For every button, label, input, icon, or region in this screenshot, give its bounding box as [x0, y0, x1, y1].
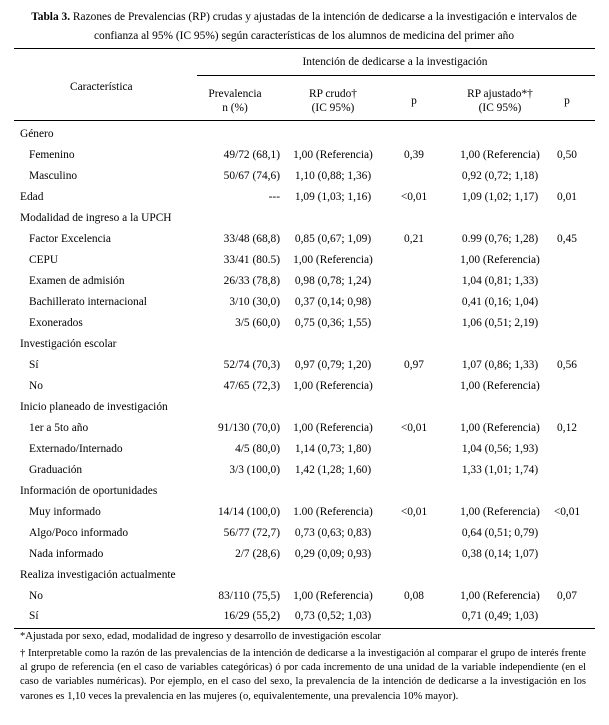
rp-adjusted-cell: 0.99 (0,76; 1,28)	[461, 233, 539, 245]
rp-adjusted-cell: 1,00 (Referencia)	[460, 254, 540, 266]
header-group-rule	[197, 75, 595, 76]
row-label: Género	[20, 128, 54, 140]
table-bottom-rule	[14, 628, 595, 629]
table-row	[0, 208, 609, 229]
table-row	[0, 292, 609, 313]
table-row	[0, 145, 609, 166]
table-row	[0, 250, 609, 271]
table-row	[0, 187, 609, 208]
table-row	[0, 313, 609, 334]
rp-crude-cell: 1,00 (Referencia)	[293, 254, 373, 266]
rp-crude-cell: 1,42 (1,28; 1,60)	[294, 464, 372, 476]
header-p-adjusted: p	[564, 95, 570, 107]
rp-crude-cell: 0,75 (0,36; 1,55)	[294, 317, 372, 329]
prevalence-cell: ---	[268, 191, 280, 203]
rp-crude-cell: 0,85 (0,67; 1,09)	[294, 233, 372, 245]
rp-adjusted-cell: 1,04 (0,56; 1,93)	[461, 443, 539, 455]
row-label: Examen de admisión	[29, 275, 125, 287]
row-label: Bachillerato internacional	[29, 296, 147, 308]
row-label: Modalidad de ingreso a la UPCH	[20, 212, 172, 224]
prevalence-cell: 26/33 (78,8)	[223, 275, 280, 287]
p-crude-cell: 0,39	[404, 149, 424, 161]
table-row	[0, 376, 609, 397]
rp-crude-cell: 0,37 (0,14; 0,98)	[294, 296, 372, 308]
prevalence-cell: 3/3 (100,0)	[229, 464, 280, 476]
rp-adjusted-cell: 1,33 (1,01; 1,74)	[461, 464, 539, 476]
row-label: No	[29, 590, 43, 602]
rp-adjusted-cell: 1,00 (Referencia)	[460, 149, 540, 161]
table-row	[0, 166, 609, 187]
footnote-interpretation: † Interpretable como la razón de las prevalencias de la intención de dedicarse a la investigación al comparar el grupo de interés frente al grupo de referencia (en el caso de variables categóricas) ó por cada incremento de una unidad de la variable independiente (en el caso de variables numéricas). Por ejemplo, en el caso del sexo, la prevalencia de la intención de dedicarse a la investigación en los varones es 1,10 veces la prevalencia en las mujeres (o, equivalentemente, una prevalencia 10% mayor).	[20, 648, 586, 702]
row-label: No	[29, 380, 43, 392]
table-row	[0, 523, 609, 544]
rp-crude-cell: 0,73 (0,52; 1,03)	[294, 610, 372, 622]
rp-adjusted-cell: 1,07 (0,86; 1,33)	[461, 359, 539, 371]
prevalence-cell: 33/41 (80.5)	[223, 254, 280, 266]
header-prevalence-line2: n (%)	[222, 102, 248, 114]
header-characteristic: Característica	[70, 81, 133, 93]
rp-crude-cell: 1,00 (Referencia)	[293, 422, 373, 434]
p-adjusted-cell: 0,01	[557, 191, 577, 203]
table-row	[0, 606, 609, 627]
row-label: Algo/Poco informado	[29, 527, 129, 539]
rp-adjusted-cell: 1,00 (Referencia)	[460, 506, 540, 518]
p-crude-cell: <0,01	[400, 191, 428, 203]
prevalence-cell: 49/72 (68,1)	[223, 149, 280, 161]
row-label: Femenino	[29, 149, 75, 161]
rp-crude-cell: 1,00 (Referencia)	[293, 380, 373, 392]
prevalence-cell: 3/5 (60,0)	[235, 317, 280, 329]
prevalence-cell: 3/10 (30,0)	[229, 296, 280, 308]
table-row	[0, 397, 609, 418]
rp-crude-cell: 1,14 (0,73; 1,80)	[294, 443, 372, 455]
row-label: Sí	[29, 359, 39, 371]
p-adjusted-cell: 0,12	[557, 422, 577, 434]
row-label: Investigación escolar	[20, 338, 117, 350]
rp-crude-cell: 0,73 (0,63; 0,83)	[294, 527, 372, 539]
table-row	[0, 124, 609, 145]
row-label: Externado/Internado	[29, 443, 123, 455]
p-crude-cell: <0,01	[400, 506, 428, 518]
p-adjusted-cell: 0,50	[557, 149, 577, 161]
p-crude-cell: 0,21	[404, 233, 424, 245]
prevalence-cell: 47/65 (72,3)	[223, 380, 280, 392]
rp-adjusted-cell: 0,64 (0,51; 0,79)	[461, 527, 539, 539]
row-label: Edad	[20, 191, 44, 203]
p-adjusted-cell: 0,07	[557, 590, 577, 602]
rp-adjusted-cell: 0,41 (0,16; 1,04)	[461, 296, 539, 308]
p-crude-cell: 0,08	[404, 590, 424, 602]
header-rp-crude-line2: (IC 95%)	[311, 102, 355, 114]
p-crude-cell: 0,97	[404, 359, 424, 371]
header-group-title: Intención de dedicarse a la investigación	[302, 56, 488, 68]
rp-crude-cell: 1,00 (Referencia)	[293, 149, 373, 161]
table-caption	[14, 8, 594, 46]
row-label: Exonerados	[29, 317, 83, 329]
header-rp-adjusted-line1: RP ajustado*†	[467, 88, 533, 100]
rp-adjusted-cell: 1,06 (0,51; 2,19)	[461, 317, 539, 329]
table-top-rule	[14, 48, 595, 49]
table-row	[0, 334, 609, 355]
rp-crude-cell: 0,98 (0,78; 1,24)	[294, 275, 372, 287]
table-row	[0, 418, 609, 439]
header-p-crude: p	[411, 95, 417, 107]
rp-crude-cell: 1,00 (Referencia)	[293, 590, 373, 602]
row-label: Factor Excelencia	[29, 233, 111, 245]
table-row	[0, 439, 609, 460]
table-row	[0, 565, 609, 586]
rp-adjusted-cell: 1,04 (0,81; 1,33)	[461, 275, 539, 287]
row-label: CEPU	[29, 254, 59, 266]
prevalence-cell: 91/130 (70,0)	[217, 422, 280, 434]
row-label: Masculino	[29, 170, 78, 182]
prevalence-cell: 4/5 (80,0)	[235, 443, 280, 455]
table-row	[0, 229, 609, 250]
table-row	[0, 355, 609, 376]
rp-adjusted-cell: 1,00 (Referencia)	[460, 590, 540, 602]
row-label: Graduación	[29, 464, 83, 476]
rp-crude-cell: 1,10 (0,88; 1,36)	[294, 170, 372, 182]
rp-adjusted-cell: 1,09 (1,02; 1,17)	[461, 191, 539, 203]
table-caption-label: Tabla 3.	[31, 11, 71, 23]
table-caption-text: Razones de Prevalencias (RP) crudas y ajustadas de la intención de dedicarse a la investigación e intervalos de confianza al 95% (IC 95%) según características de los alumnos de medicina del primer año	[72, 11, 577, 42]
rp-crude-cell: 0,29 (0,09; 0,93)	[294, 548, 372, 560]
row-label: Muy informado	[29, 506, 101, 518]
rp-crude-cell: 1,09 (1,03; 1,16)	[294, 191, 372, 203]
rp-adjusted-cell: 0,71 (0,49; 1,03)	[461, 610, 539, 622]
row-label: Inicio planeado de investigación	[20, 401, 168, 413]
prevalence-cell: 2/7 (28,6)	[235, 548, 280, 560]
rp-adjusted-cell: 0,38 (0,14; 1,07)	[461, 548, 539, 560]
prevalence-cell: 14/14 (100,0)	[217, 506, 280, 518]
table-row	[0, 502, 609, 523]
rp-crude-cell: 1.00 (Referencia)	[293, 506, 373, 518]
footnote-adjusted: *Ajustada por sexo, edad, modalidad de ingreso y desarrollo de investigación escolar	[20, 631, 381, 642]
prevalence-cell: 33/48 (68,8)	[223, 233, 280, 245]
row-label: Nada informado	[29, 548, 104, 560]
p-adjusted-cell: <0,01	[553, 506, 581, 518]
row-label: Sí	[29, 610, 39, 622]
header-rp-crude-line1: RP crudo†	[309, 88, 357, 100]
p-adjusted-cell: 0,45	[557, 233, 577, 245]
table-row	[0, 586, 609, 607]
prevalence-cell: 16/29 (55,2)	[223, 610, 280, 622]
rp-crude-cell: 0,97 (0,79; 1,20)	[294, 359, 372, 371]
prevalence-cell: 83/110 (75,5)	[218, 590, 280, 602]
table-row	[0, 481, 609, 502]
prevalence-cell: 52/74 (70,3)	[223, 359, 280, 371]
p-crude-cell: <0,01	[400, 422, 428, 434]
row-label: Información de oportunidades	[20, 485, 158, 497]
row-label: Realiza investigación actualmente	[20, 569, 176, 581]
rp-adjusted-cell: 0,92 (0,72; 1,18)	[461, 170, 539, 182]
table-row	[0, 544, 609, 565]
table-row	[0, 271, 609, 292]
header-bottom-rule	[14, 120, 595, 121]
rp-adjusted-cell: 1,00 (Referencia)	[460, 380, 540, 392]
header-rp-adjusted-line2: (IC 95%)	[478, 102, 522, 114]
prevalence-cell: 50/67 (74,6)	[223, 170, 280, 182]
prevalence-cell: 56/77 (72,7)	[223, 527, 280, 539]
rp-adjusted-cell: 1,00 (Referencia)	[460, 422, 540, 434]
row-label: 1er a 5to año	[29, 422, 89, 434]
header-prevalence-line1: Prevalencia	[208, 88, 262, 100]
table-row	[0, 460, 609, 481]
p-adjusted-cell: 0,56	[557, 359, 577, 371]
